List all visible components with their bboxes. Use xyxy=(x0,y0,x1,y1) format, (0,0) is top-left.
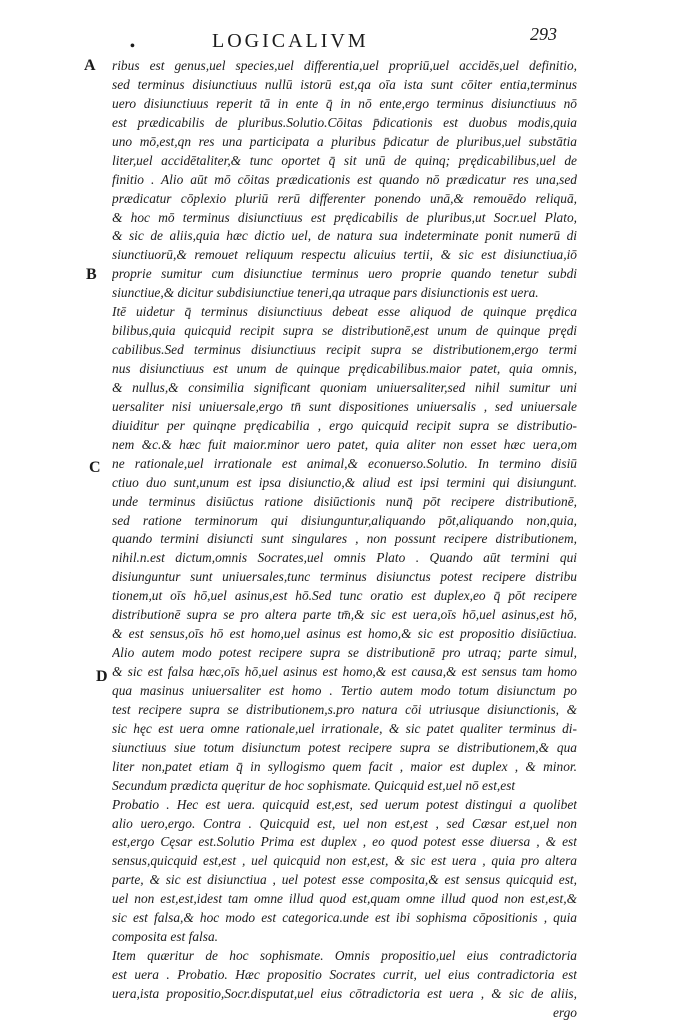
text-line: siunctiuus siue totum disiunctum potest recipere supra se distributionem,& qua xyxy=(112,739,577,755)
text-line: siunctiuorū,& remouet reliquum respectu alicuius tertii, & sic est disiunctiua,iō xyxy=(112,247,577,263)
text-line: & sic est falsa hæc,oīs hō,uel asinus est homo,& est causa,& est sensus tam homo xyxy=(112,664,577,679)
text-line: sed ratione terminorum qui disiunguntur,aliquando pōt,aliquando non,quia, xyxy=(112,512,577,528)
margin-letter-a: A xyxy=(84,57,96,74)
text-line: distributionē supra se pro altera parte tm̄,& sic est uera,oīs hō,uel asinus,est hō, xyxy=(112,607,577,623)
body-text xyxy=(112,57,577,1023)
text-line: ne rationale,uel irrationale est animal,& econuerso.Solutio. In termino disiū xyxy=(112,455,577,471)
text-line: Alio autem modo potest recipere supra se distributionē pro utraq; parte simul, xyxy=(112,645,577,661)
text-line: composita est falsa. xyxy=(112,929,219,945)
text-line: est uera . Probatio. Hæc propositio Socrates currit, uel eius contradictoria est xyxy=(112,967,577,982)
text-line: sed terminus disiunctiuus nullū istorū est,qa oīa ista sunt cōiter entia,terminus xyxy=(112,76,577,92)
text-line: quando termini disiuncti sunt singulares , non possunt recipere distributionem, xyxy=(112,531,577,547)
text-line: est,ergo Cęsar est.Solutio Prima est duplex , eo quod potest esse diuersa , & est xyxy=(112,834,577,850)
text-line: & nullus,& consimilia significant quoniam uniuersaliter,sed nihil sumitur uni xyxy=(112,379,577,395)
text-line: proprie sumitur cum disiunctiue terminus uero proprie quando tenetur subdi xyxy=(112,266,577,282)
running-head: LOGICALIVM xyxy=(212,30,369,52)
header-bullet: • xyxy=(130,39,135,54)
text-line: & est sensus,oīs hō est homo,uel asinus est homo,& sic est propositio disiūctiua. xyxy=(112,626,577,642)
text-line: alio uero,ergo. Contra . Quicquid est, uel non est,est , sed Cæsar est,uel non xyxy=(112,815,577,831)
margin-letter-b: B xyxy=(86,266,97,283)
text-line: ribus est genus,uel species,uel differentia,uel propriū,uel accidēs,uel definitio, xyxy=(112,58,577,73)
catchword: ergo xyxy=(552,1004,577,1020)
text-line: diuiditur per quinqne prędicabilia , ergo quicquid recipit supra se distributio- xyxy=(112,417,577,433)
text-line: & hoc mō terminus disiunctiuus est prędicabilis de pluribus,ut Socr.uel Plato, xyxy=(112,209,577,225)
text-line: & sic de aliis,quia hæc dictio uel, de natura sua indeterminate ponit numerū di xyxy=(112,228,577,244)
text-line: uersaliter nisi uniuersale,ergo tn̄ sunt dispositiones uniuersalis , sed uniuersale xyxy=(112,398,577,414)
text-line: sensus,quicquid est,est , uel quicquid non est,est, & sic est uera , quia pro altera xyxy=(112,853,577,869)
text-line: qua masinus uniuersaliter est homo . Tertio autem modo totum disiunctum po xyxy=(112,682,577,698)
text-line: cabilibus.Sed terminus disiunctiuus recipit supra se distributionem,ergo termi xyxy=(112,342,577,358)
text-line: est prædicabilis de pluribus.Solutio.Cōitas p̄dicationis est duobus modis,quia xyxy=(112,114,577,130)
text-line: sic hęc est uera omne rationale,uel irrationale, & sic patet qualiter terminus di- xyxy=(112,720,577,736)
text-line: unde terminus disiūctus ratione disiūctionis nunq̄ pōt recipere distributionē, xyxy=(112,493,577,509)
text-line: disiunguntur sunt uniuersales,tunc terminus disiunctus potest recipere distribu xyxy=(112,569,577,585)
text-line: nus disiunctiuus est unum de quinque prędicabilibus.maior patet, quia omnis, xyxy=(112,361,577,376)
text-line: sic est falsa,& hoc modo est categorica.unde est ibi sophisma cōpositionis , quia xyxy=(112,910,577,926)
text-line: finitio . Alio aūt mō cōitas prædicationis est quando nō prædicatur res una,sed xyxy=(112,171,577,187)
text-line: prædicatur cōplexio pluriū rerū differenter ponendo unā,& remouēdo reliquā, xyxy=(112,190,577,206)
text-line: liter non,patet etiam q̄ in syllogismo quem facit , maior est duplex , & minor. xyxy=(112,758,577,774)
margin-letter-d: D xyxy=(96,668,108,685)
page-number: 293 xyxy=(530,24,557,44)
text-line: Item quæritur de hoc sophismate. Omnis propositio,uel eius contradictoria xyxy=(112,948,577,964)
text-line: tionem,ut oīs hō,uel asinus,est hō.Sed tunc oratio est duplex,eo q̄ pōt recipere xyxy=(112,588,577,604)
margin-letter-c: C xyxy=(89,459,101,476)
text-line: Itē uidetur q̄ terminus disiunctiuus debeat esse aliquod de quinque prędica xyxy=(112,304,577,320)
text-line: siunctiue,& dicitur subdisiunctiue teneri,qa utraque pars disiunctionis est uera. xyxy=(112,285,539,301)
text-line: Secundum prædicta quęritur de hoc sophismate. Quicquid est,uel nō est,est xyxy=(112,777,516,793)
text-line: ctiuo duo sunt,unum est ipsa disiunctio,& aliud est ipsi termini qui disiungunt. xyxy=(112,474,577,490)
text-line: liter,uel accidētaliter,& tunc oportet q̄ sit unū de quinq; prędicabilibus,uel de xyxy=(112,152,577,168)
text-line: Probatio . Hec est uera. quicquid est,est, sed uerum potest distingui a quolibet xyxy=(112,796,577,812)
text-line: nem &c.& hæc fuit maior.minor uero patet, quia aliter non esset hæc uera,om xyxy=(112,436,577,452)
text-line: uno mō,est,qn res una participata a pluribus p̄dicatur de pluribus,uel substātia xyxy=(112,133,577,149)
text-line: parte, & sic est disiunctiua , uel potest esse composita,& est sensus quicquid est, xyxy=(112,872,577,888)
text-line: uera,ista propositio,Socr.disputat,uel eius cōtradictoria est uera , & sic de aliis, xyxy=(112,985,577,1001)
text-line: bilibus,quia quicquid recipit supra se distributionē,est unum de quinque prędi xyxy=(112,323,577,339)
text-line: test recipere supra se distributionem,s.pro natura cōi utriusque disiunctionis, & xyxy=(112,701,577,717)
text-line: nihil.n.est dictum,omnis Socrates,uel omnis Plato . Quando aūt termini qui xyxy=(112,550,577,566)
text-line: uero disiunctiuus reperit tā in ente q̄ in nō ente,ergo terminus disiunctiuus nō xyxy=(112,95,577,111)
text-line: uel non est,est,idest tam omne illud quod est,quam omne illud quod non est,est,& xyxy=(112,891,577,907)
